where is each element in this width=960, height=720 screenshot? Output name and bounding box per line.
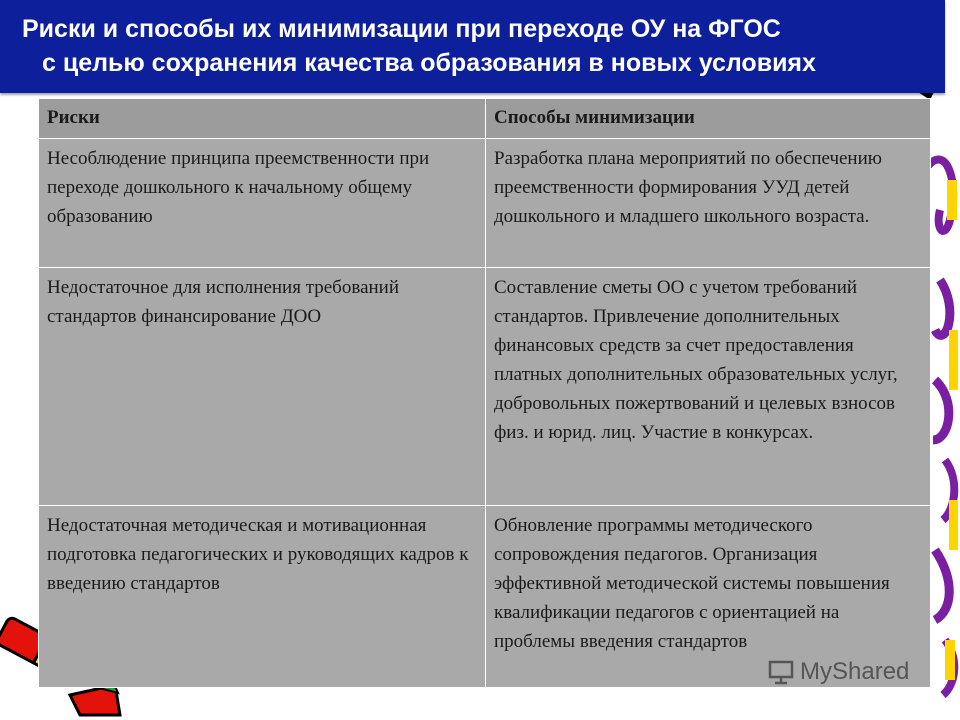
risks-table: [38, 98, 931, 688]
table-row: [39, 139, 931, 268]
risk-cell: Недостаточное для исполнения требований стандартов финансирование ДОО: [39, 268, 486, 506]
presentation-board-icon: [768, 659, 794, 685]
risk-cell: Недостаточная методическая и мотивационная подготовка педагогических и руководящих кадров к введению стандартов: [39, 506, 486, 688]
watermark-text: MyShared: [800, 658, 910, 685]
mitigation-cell: Обновление программы методического сопровождения педагогов. Организация эффективной методической системы повышения квалификации педагогов с ориентацией на проблемы введения стандартов: [486, 506, 931, 688]
title-banner: [0, 0, 945, 93]
mitigation-cell: Составление сметы ОО с учетом требований стандартов. Привлечение дополнительных финансовых средств за счет предоставления платных дополнительных образовательных услуг, добровольных пожертвований и целевых взносов физ. и юрид. лиц. Участие в конкурсах.: [486, 268, 931, 506]
header-mitigation: Способы минимизации: [486, 99, 931, 139]
header-risks: Риски: [39, 99, 486, 139]
table-row: [39, 268, 931, 506]
title-line-2: с целью сохранения качества образования в новых условиях: [42, 49, 816, 77]
table-header-row: [39, 99, 931, 139]
title-line-1: Риски и способы их минимизации при переходе ОУ на ФГОС: [22, 15, 781, 43]
risk-cell: Несоблюдение принципа преемственности при переходе дошкольного к начальному общему образованию: [39, 139, 486, 268]
watermark: [768, 658, 909, 686]
mitigation-cell: Разработка плана мероприятий по обеспечению преемственности формирования УУД детей дошкольного и младшего школьного возраста.: [486, 139, 931, 268]
